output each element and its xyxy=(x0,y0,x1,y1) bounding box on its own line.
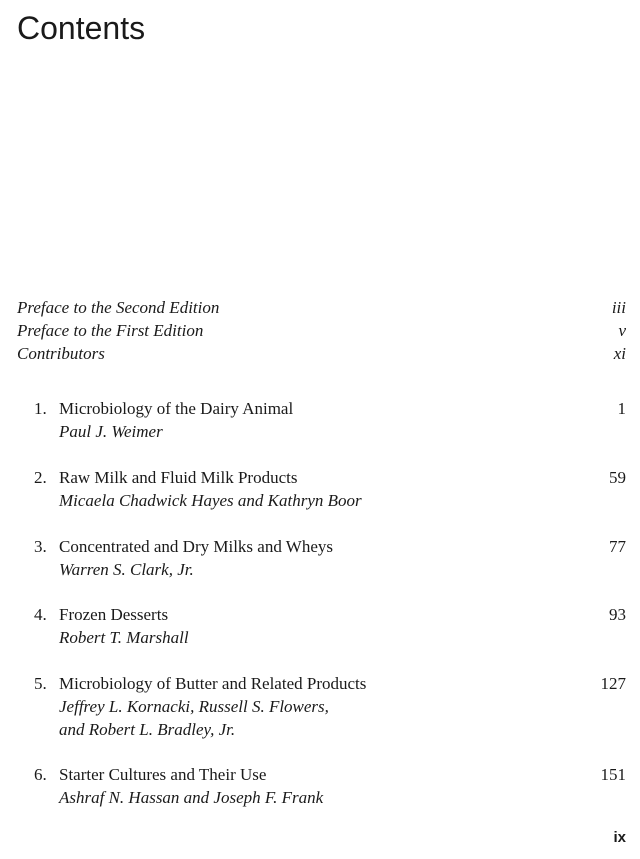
front-matter-entry[interactable] xyxy=(17,319,626,342)
chapter-page: 127 xyxy=(600,674,626,693)
chapter-authors xyxy=(17,695,626,741)
author-line: Warren S. Clark, Jr. xyxy=(59,560,194,579)
chapter-authors xyxy=(17,626,626,649)
front-matter-title: Contributors xyxy=(17,344,105,363)
chapter-number: 6. xyxy=(34,765,47,784)
chapter-page: 59 xyxy=(609,468,626,487)
front-matter-title: Preface to the Second Edition xyxy=(17,298,220,317)
chapter-page: 93 xyxy=(609,605,626,624)
chapter-page: 151 xyxy=(600,765,626,784)
chapter-entry[interactable] xyxy=(17,672,626,741)
page-number: ix xyxy=(613,829,626,846)
author-line: Jeffrey L. Kornacki, Russell S. Flowers, xyxy=(59,697,329,716)
chapter-title: Raw Milk and Fluid Milk Products xyxy=(59,468,298,487)
chapter-number: 5. xyxy=(34,674,47,693)
chapter-title: Concentrated and Dry Milks and Wheys xyxy=(59,537,333,556)
front-matter-page: iii xyxy=(611,298,626,317)
chapter-entry[interactable] xyxy=(17,535,626,581)
front-matter-page: xi xyxy=(613,344,626,363)
author-line: Robert T. Marshall xyxy=(59,628,189,647)
chapter-title: Microbiology of Butter and Related Products xyxy=(59,674,367,693)
chapter-authors xyxy=(17,420,626,443)
chapter-page: 77 xyxy=(609,537,626,556)
chapter-title: Frozen Desserts xyxy=(59,605,169,624)
chapter-page: 1 xyxy=(617,399,626,418)
chapter-title: Microbiology of the Dairy Animal xyxy=(59,399,294,418)
chapter-number: 3. xyxy=(34,537,47,556)
chapter-title: Starter Cultures and Their Use xyxy=(59,765,267,784)
author-line: and Robert L. Bradley, Jr. xyxy=(59,720,236,739)
author-line: Ashraf N. Hassan and Joseph F. Frank xyxy=(59,788,324,807)
chapter-authors xyxy=(17,786,626,809)
chapter-entry[interactable] xyxy=(17,397,626,443)
chapter-authors xyxy=(17,489,626,512)
chapter-authors xyxy=(17,558,626,581)
front-matter-entry[interactable] xyxy=(17,342,626,365)
front-matter-list xyxy=(17,296,626,365)
author-line: Paul J. Weimer xyxy=(59,422,163,441)
front-matter-page: v xyxy=(618,321,626,340)
chapter-number: 1. xyxy=(34,399,47,418)
chapter-number: 2. xyxy=(34,468,47,487)
chapter-entry[interactable] xyxy=(17,763,626,809)
chapter-entry[interactable] xyxy=(17,466,626,512)
page-title: Contents xyxy=(17,10,146,46)
author-line: Micaela Chadwick Hayes and Kathryn Boor xyxy=(59,491,362,510)
chapter-entry[interactable] xyxy=(17,603,626,649)
chapter-number: 4. xyxy=(34,605,47,624)
front-matter-entry[interactable] xyxy=(17,296,626,319)
front-matter-title: Preface to the First Edition xyxy=(17,321,204,340)
